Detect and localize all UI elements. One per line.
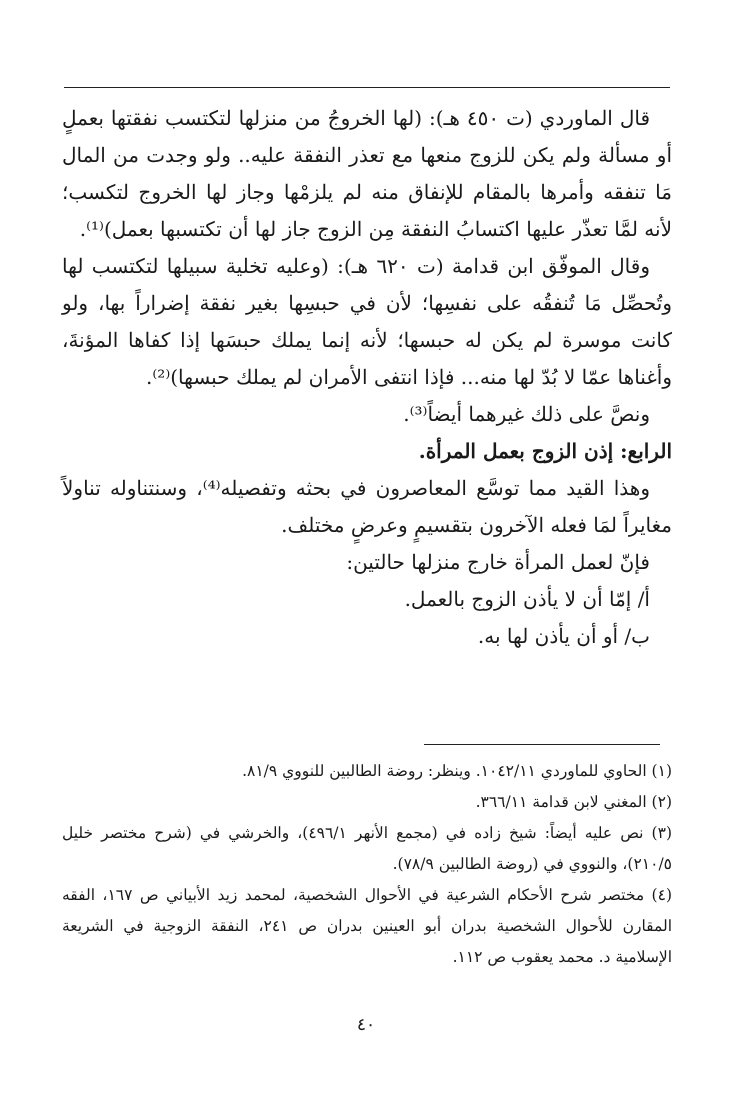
footnotes <box>62 756 672 973</box>
header-rule <box>64 87 670 88</box>
paragraph-ibn-qudama: وقال الموفّق ابن قدامة (ت ٦٢٠ هـ): (وعليه تخلية سبيلها لتكتسب لها وتُحصِّل مَا تُنفقُه على نفسِها؛ لأن في حبسِها بغير نفقة إضراراً بها، ولو كانت موسرة لم يكن له حبسها؛ لأنه إنما يملك حبسَها إذا كفاها المؤنةَ، وأغناها عمّا لا بُدّ لها منه... فإذا انتفى الأمران لم يملك حبسها)⁽²⁾. <box>62 254 672 389</box>
main-text <box>62 100 672 655</box>
footnote-1: (١) الحاوي للماوردي ١٠٤٢/١١. وينظر: روضة الطالبين للنووي ٨١/٩. <box>242 762 672 780</box>
footnote-4: (٤) مختصر شرح الأحكام الشرعية في الأحوال الشخصية، لمحمد زيد الأبياني ص ١٦٧، الفقه المقارن للأحوال الشخصية بدران أبو العينين بدران ص ٢٤١، النفقة الزوجية في الشريعة الإسلامية د. محمد يعقوب ص ١١٢. <box>62 886 672 966</box>
paragraph-mawardi: قال الماوردي (ت ٤٥٠ هـ): (لها الخروجُ من منزلها لتكتسب نفقتها بعملٍ أو مسألة ولم يكن للزوج منعها مع تعذر النفقة عليه.. ولو وجدت من المال مَا تنفقه وأمرها بالمقام للإنفاق منه لم يلزمْها وجاز لها الخروج لتكسب؛ لأنه لمَّا تعذّر عليها اكتسابُ النفقة مِن الزوج جاز لها أن تكتسبها بعمل)⁽¹⁾. <box>62 106 672 241</box>
footnote-separator <box>424 744 660 745</box>
section-heading: الرابع: إذن الزوج بعمل المرأة. <box>418 439 672 463</box>
paragraph-others: ونصَّ على ذلك غيرهما أيضاً⁽³⁾. <box>403 402 650 426</box>
paragraph-restriction: وهذا القيد مما توسَّع المعاصرون في بحثه وتفصيله⁽⁴⁾، وسنتناوله تناولاً مغايراً لمَا فعله الآخرون بتقسيمٍ وعرضٍ مختلف. <box>62 476 672 537</box>
footnote-2: (٢) المغني لابن قدامة ٣٦٦/١١. <box>475 793 672 811</box>
list-item: أ/ إمّا أن لا يأذن الزوج بالعمل. <box>404 587 650 611</box>
paragraph-two-cases: فإنّ لعمل المرأة خارج منزلها حالتين: <box>346 550 650 574</box>
page-number: ٤٠ <box>356 1015 376 1035</box>
footnote-3: (٣) نص عليه أيضاً: شيخ زاده في (مجمع الأنهر ٤٩٦/١)، والخرشي في (شرح مختصر خليل ٢١٠/٥)، والنووي في (روضة الطالبين ٧٨/٩). <box>62 824 672 873</box>
list-item: ب/ أو أن يأذن لها به. <box>477 624 650 648</box>
